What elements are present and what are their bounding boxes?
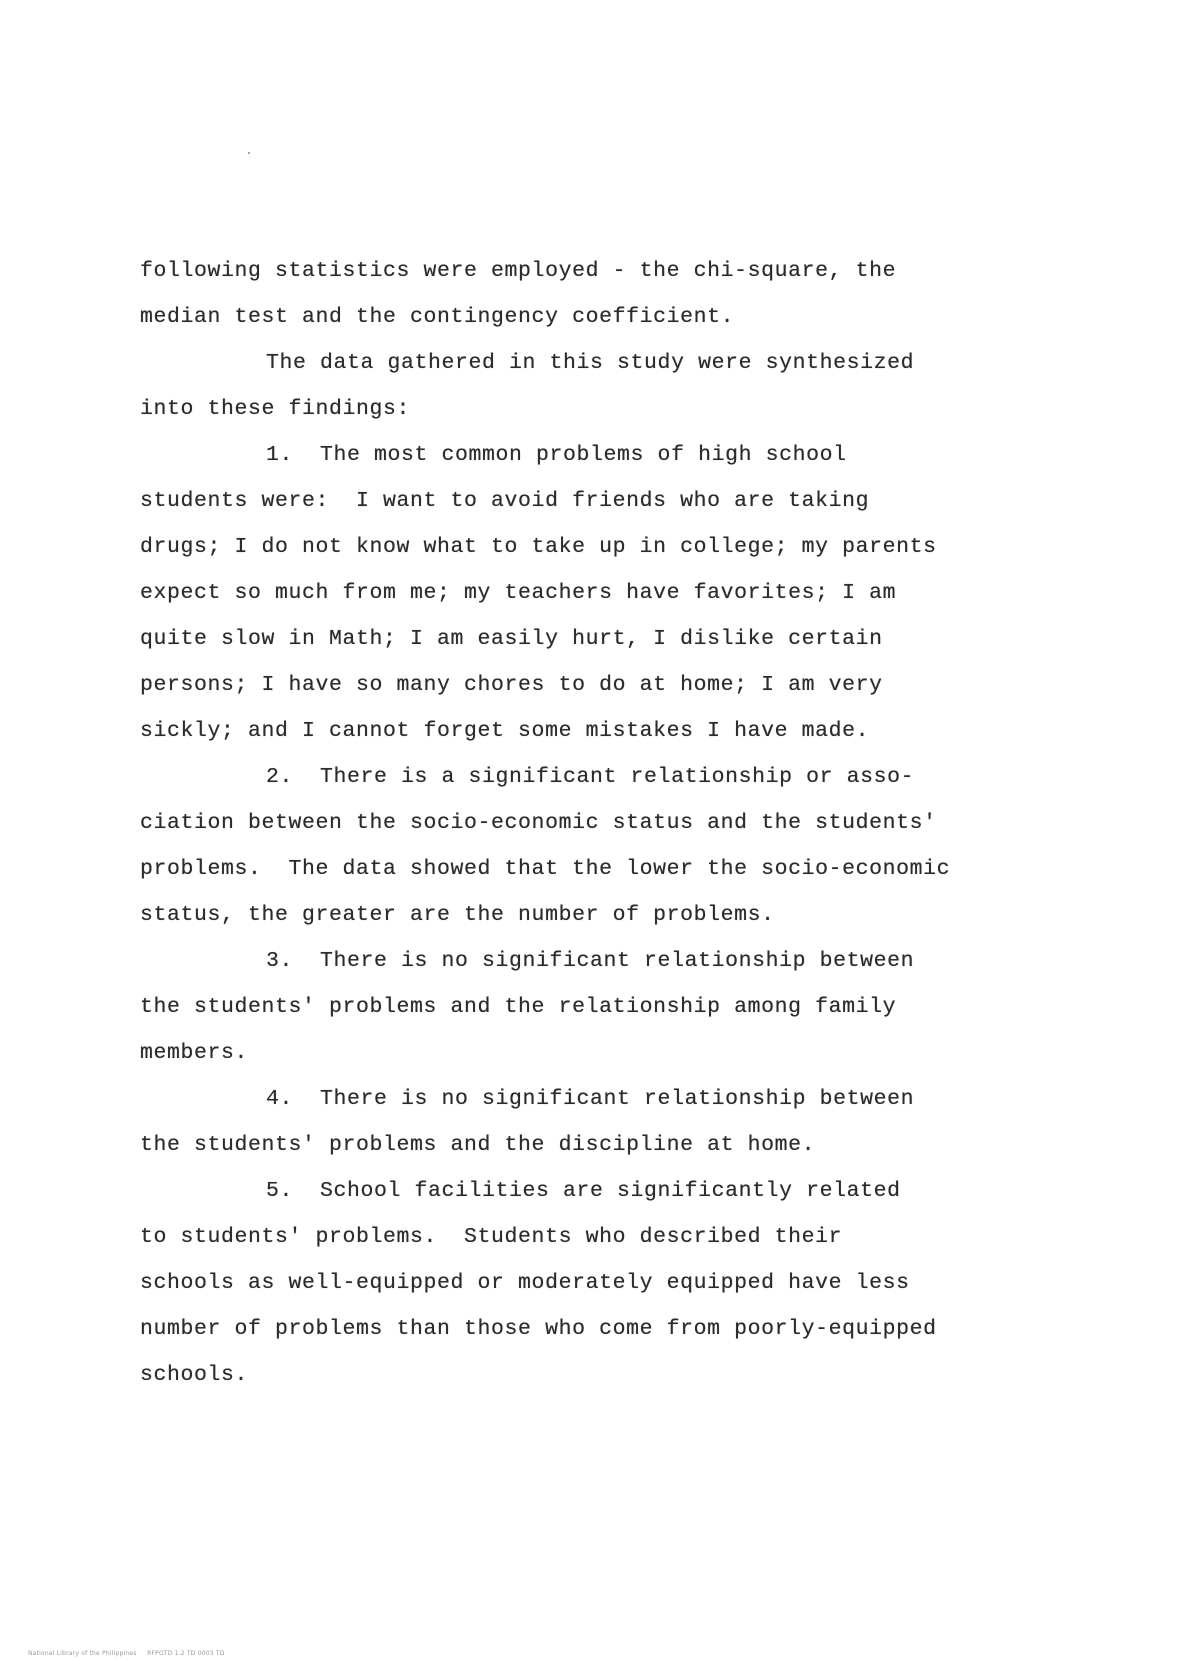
paragraph-start-line: The data gathered in this study were synthesized xyxy=(266,351,915,375)
text-line: quite slow in Math; I am easily hurt, I dislike certain xyxy=(140,627,883,651)
text-line: sickly; and I cannot forget some mistakes I have made. xyxy=(140,719,870,743)
text-line: to students' problems. Students who described their xyxy=(140,1225,843,1249)
scan-footer: National Library of the Philippines RFPOTD 1.2 TD 0003 TD xyxy=(28,1650,225,1657)
text-line: following statistics were employed - the chi-square, the xyxy=(140,259,897,283)
text-line: ciation between the socio-economic status and the students' xyxy=(140,811,937,835)
text-line: schools. xyxy=(140,1363,249,1387)
finding-1-start: 1. The most common problems of high school xyxy=(266,443,847,467)
text-line: members. xyxy=(140,1041,249,1065)
finding-2-start: 2. There is a significant relationship or asso- xyxy=(266,765,915,789)
text-line: median test and the contingency coefficient. xyxy=(140,305,735,329)
text-line: schools as well-equipped or moderately equipped have less xyxy=(140,1271,910,1295)
text-line: students were: I want to avoid friends who are taking xyxy=(140,489,870,513)
text-line: status, the greater are the number of problems. xyxy=(140,903,775,927)
text-line: drugs; I do not know what to take up in college; my parents xyxy=(140,535,937,559)
text-line: problems. The data showed that the lower the socio-economic xyxy=(140,857,951,881)
finding-3-start: 3. There is no significant relationship between xyxy=(266,949,915,973)
text-line: number of problems than those who come from poorly-equipped xyxy=(140,1317,937,1341)
scan-speck xyxy=(248,152,250,154)
text-line: into these findings: xyxy=(140,397,411,421)
text-line: the students' problems and the discipline at home. xyxy=(140,1133,816,1157)
finding-5-start: 5. School facilities are significantly related xyxy=(266,1179,901,1203)
finding-4-start: 4. There is no significant relationship between xyxy=(266,1087,915,1111)
text-line: the students' problems and the relationship among family xyxy=(140,995,897,1019)
text-line: expect so much from me; my teachers have favorites; I am xyxy=(140,581,897,605)
text-line: persons; I have so many chores to do at home; I am very xyxy=(140,673,883,697)
findings-text-block xyxy=(140,248,1030,1398)
